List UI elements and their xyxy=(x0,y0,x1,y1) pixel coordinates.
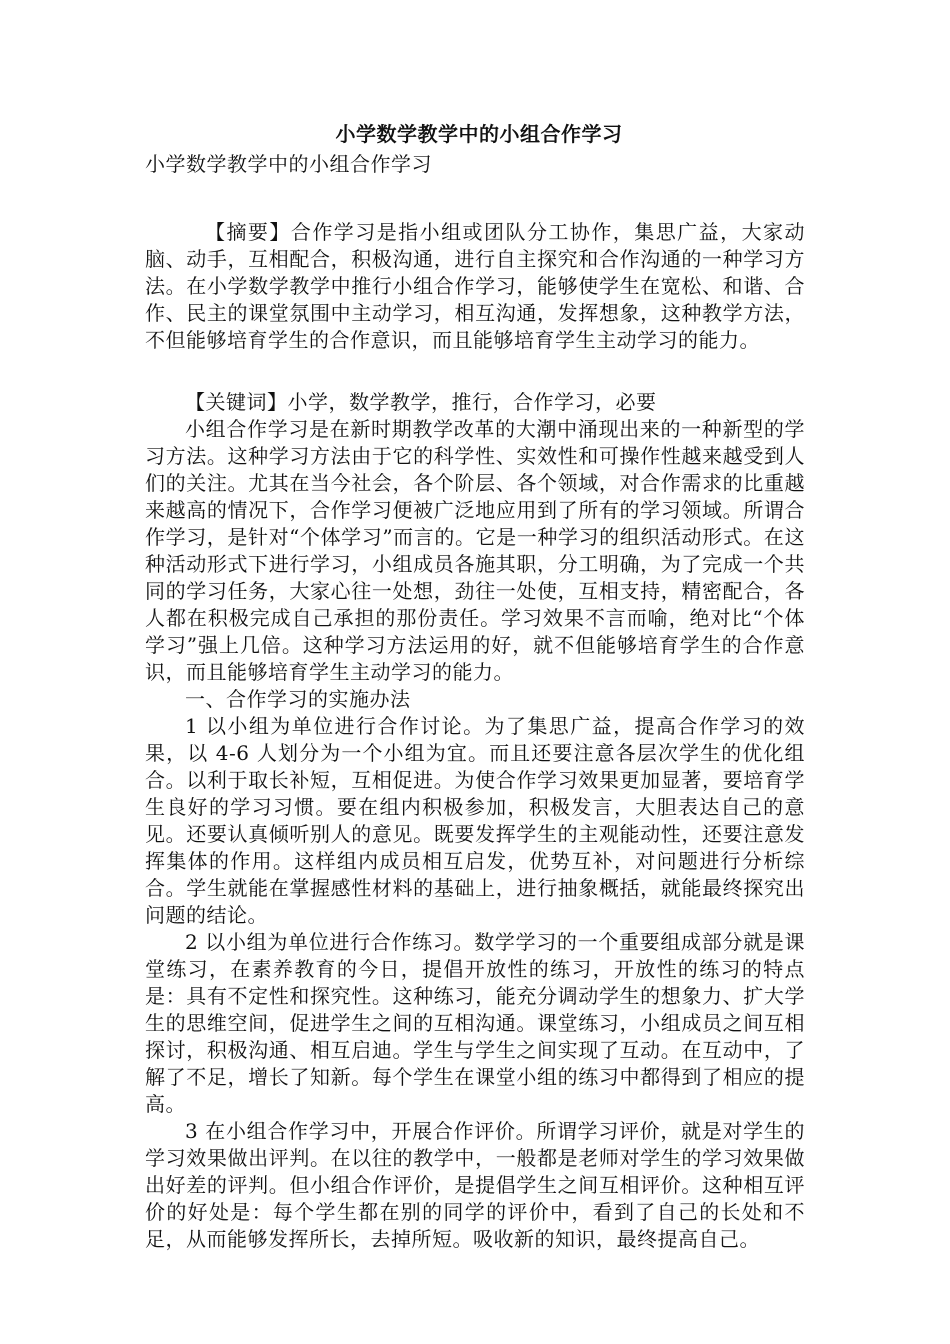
document-title: 小学数学教学中的小组合作学习 xyxy=(335,122,623,146)
keywords-paragraph: 【关键词】小学，数学教学，推行，合作学习，必要 xyxy=(185,390,657,414)
intro-paragraph: 小组合作学习是在新时期教学改革的大潮中涌现出来的一种新型的学习方法。这种学习方法由于它的科学性、实效性和可操作性越来越受到人们的关注。尤其在当今社会，各个阶层、各个领域，对合作需求的比重越来越高的情况下，合作学习便被广泛地应用到了所有的学习领域。所谓合作学习，是针对“个体学习”而言的。它是一种学习的组织活动形式。在这种活动形式下进行学习，小组成员各施其职，分工明确，为了完成一个共同的学习任务，大家心往一处想，劲往一处使，互相支持，精密配合，各人都在积极完成自己承担的那份责任。学习效果不言而喻，绝对比“个体学习”强上几倍。这种学习方法运用的好，就不但能够培育学生的合作意识，而且能够培育学生主动学习的能力。 xyxy=(145,417,805,684)
point-3-paragraph: 3 在小组合作学习中，开展合作评价。所谓学习评价，就是对学生的学习效果做出评判。在以往的教学中，一般都是老师对学生的学习效果做出好差的评判。但小组合作评价，是提倡学生之间互相评价。这种相互评价的好处是：每个学生都在别的同学的评价中，看到了自己的长处和不足，从而能够发挥所长，去掉所短。吸收新的知识，最终提高自己。 xyxy=(145,1119,805,1251)
abstract-paragraph: 【摘要】合作学习是指小组或团队分工协作，集思广益，大家动脑、动手，互相配合，积极沟通，进行自主探究和合作沟通的一种学习方法。在小学数学教学中推行小组合作学习，能够使学生在宽松、和谐、合作、民主的课堂氛围中主动学习，相互沟通，发挥想象，这种教学方法，不但能够培育学生的合作意识，而且能够培育学生主动学习的能力。 xyxy=(145,220,805,352)
section-heading: 一、合作学习的实施办法 xyxy=(185,687,411,711)
document-subtitle: 小学数学教学中的小组合作学习 xyxy=(145,152,432,176)
point-1-paragraph: 1 以小组为单位进行合作讨论。为了集思广益，提高合作学习的效果，以 4-6 人划分为一个小组为宜。而且还要注意各层次学生的优化组合。以利于取长补短，互相促进。为使合作学习效果更加显著，要培育学生良好的学习习惯。要在组内积极参加，积极发言，大胆表达自己的意见。还要认真倾听别人的意见。既要发挥学生的主观能动性，还要注意发挥集体的作用。这样组内成员相互启发，优势互补，对问题进行分析综合。学生就能在掌握感性材料的基础上，进行抽象概括，就能最终探究出问题的结论。 xyxy=(145,714,805,927)
point-2-paragraph: 2 以小组为单位进行合作练习。数学学习的一个重要组成部分就是课堂练习，在素养教育的今日，提倡开放性的练习，开放性的练习的特点是：具有不定性和探究性。这种练习，能充分调动学生的想象力、扩大学生的思维空间，促进学生之间的互相沟通。课堂练习，小组成员之间互相探讨，积极沟通、相互启迪。学生与学生之间实现了互动。在互动中，了解了不足，增长了知新。每个学生在课堂小组的练习中都得到了相应的提高。 xyxy=(145,930,805,1116)
document-page xyxy=(145,118,805,1253)
